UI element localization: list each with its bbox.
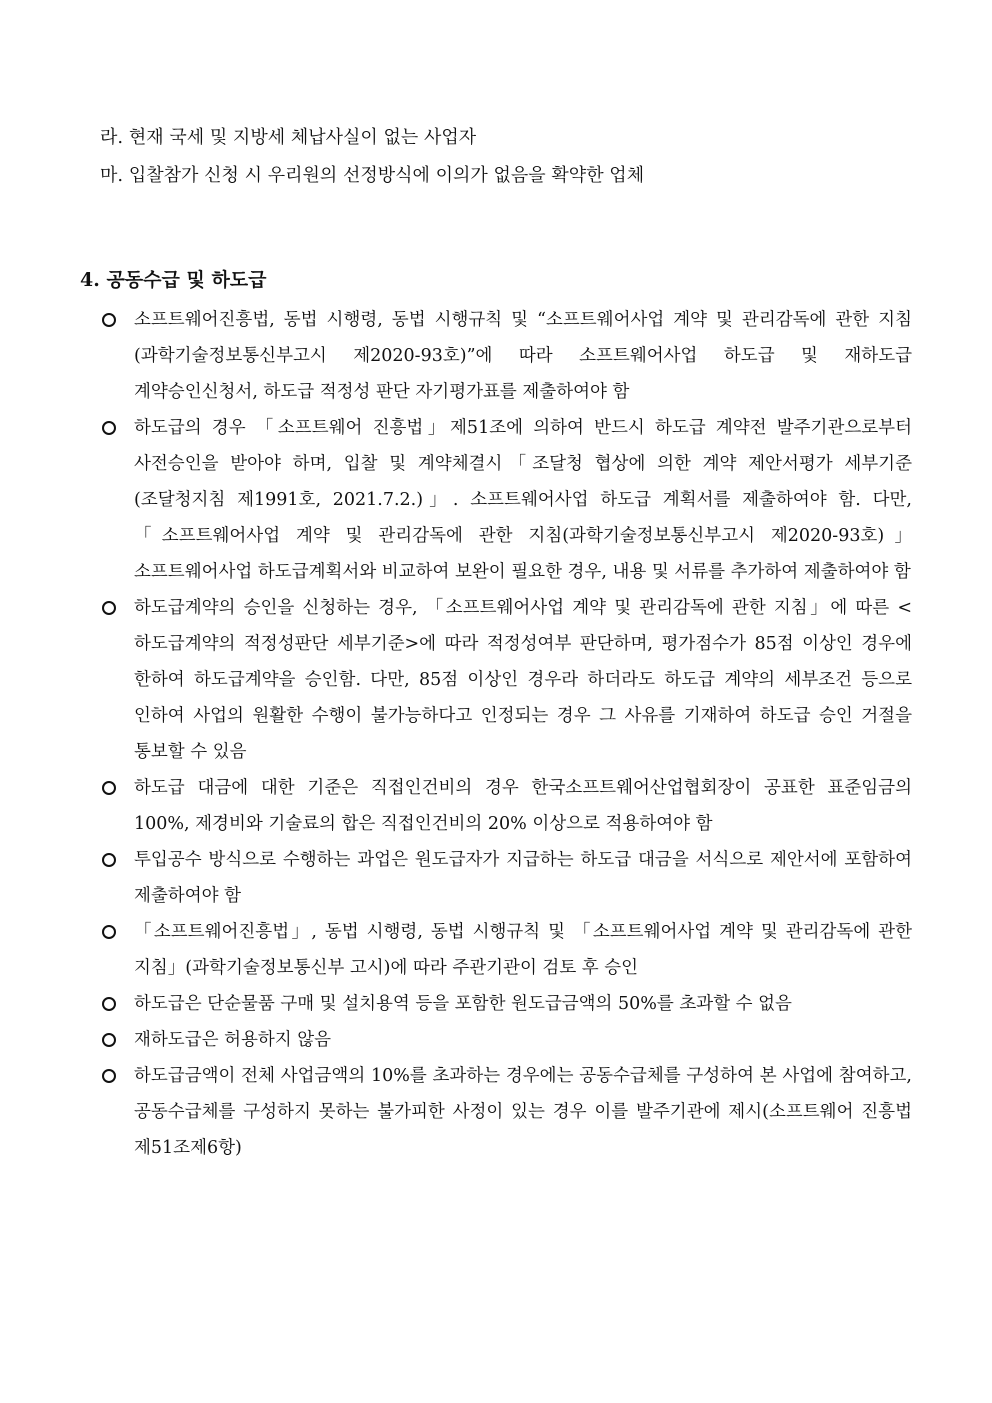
hollow-circle-bullet-icon — [102, 421, 116, 435]
list-item-text: 소프트웨어진흥법, 동법 시행령, 동법 시행규칙 및 “소프트웨어사업 계약 및 관리감독에 관한 지침(과학기술정보통신부고시 제2020-93호)”에 따라 소프트웨어사업 하도급 및 재하도급 계약승인신청서, 하도급 적정성 판단 자기평가표를 제출하여야 함 — [134, 310, 912, 402]
list-item — [100, 1058, 912, 1166]
list-item-text: 하도급금액이 전체 사업금액의 10%를 초과하는 경우에는 공동수급체를 구성하여 본 사업에 참여하고, 공동수급체를 구성하지 못하는 불가피한 사정이 있는 경우 이를 발주기관에 제시(소프트웨어 진흥법 제51조제6항) — [134, 1066, 912, 1158]
hollow-circle-bullet-icon — [102, 1033, 116, 1047]
hollow-circle-bullet-icon — [102, 997, 116, 1011]
list-item — [100, 302, 912, 410]
hollow-circle-bullet-icon — [102, 601, 116, 615]
list-item — [100, 842, 912, 914]
list-item-text: 「소프트웨어진흥법」, 동법 시행령, 동법 시행규칙 및 「소프트웨어사업 계약 및 관리감독에 관한 지침」(과학기술정보통신부 고시)에 따라 주관기관이 검토 후 승인 — [134, 922, 912, 978]
list-item-text: 투입공수 방식으로 수행하는 과업은 원도급자가 지급하는 하도급 대금을 서식으로 제안서에 포함하여 제출하여야 함 — [134, 850, 912, 906]
list-item-text: 하도급 대금에 대한 기준은 직접인건비의 경우 한국소프트웨어산업협회장이 공표한 표준임금의 100%, 제경비와 기술료의 합은 직접인건비의 20% 이상으로 적용하여야 함 — [134, 778, 912, 834]
hollow-circle-bullet-icon — [102, 853, 116, 867]
item-ra: 라. 현재 국세 및 지방세 체납사실이 없는 사업자 — [100, 127, 477, 148]
list-item — [100, 914, 912, 986]
list-item — [100, 986, 912, 1022]
list-item — [100, 1022, 912, 1058]
item-ma: 마. 입찰참가 신청 시 우리원의 선정방식에 이의가 없음을 확약한 업체 — [100, 165, 645, 186]
hollow-circle-bullet-icon — [102, 781, 116, 795]
section-title: 4. 공동수급 및 하도급 — [80, 269, 267, 291]
list-item-text: 하도급의 경우 「소프트웨어 진흥법」제51조에 의하여 반드시 하도급 계약전 발주기관으로부터 사전승인을 받아야 하며, 입찰 및 계약체결시「조달청 협상에 의한 계약 제안서평가 세부기준(조달청지침 제1991호, 2021.7.2.)」. 소프트웨어사업 하도급 계획서를 제출하여야 함. 다만,「소프트웨어사업 계약 및 관리감독에 관한 지침(과학기술정보통신부고시 제2020-93호)」 소프트웨어사업 하도급계획서와 비교하여 보완이 필요한 경우, 내용 및 서류를 추가하여 제출하여야 함 — [134, 418, 912, 582]
list-item — [100, 590, 912, 770]
list-item-text: 하도급은 단순물품 구매 및 설치용역 등을 포함한 원도급금액의 50%를 초과할 수 없음 — [134, 994, 792, 1014]
list-item-text: 재하도급은 허용하지 않음 — [134, 1030, 332, 1050]
list-item-text: 하도급계약의 승인을 신청하는 경우, 「소프트웨어사업 계약 및 관리감독에 관한 지침」에 따른 <하도급계약의 적정성판단 세부기준>에 따라 적정성여부 판단하며, 평가점수가 85점 이상인 경우에 한하여 하도급계약을 승인함. 다만, 85점 이상인 경우라 하더라도 하도급 계약의 세부조건 등으로 인하여 사업의 원활한 수행이 불가능하다고 인정되는 경우 그 사유를 기재하여 하도급 승인 거절을 통보할 수 있음 — [134, 598, 912, 762]
hollow-circle-bullet-icon — [102, 313, 116, 327]
hollow-circle-bullet-icon — [102, 1069, 116, 1083]
bullet-list — [100, 302, 912, 1166]
list-item — [100, 770, 912, 842]
list-item — [100, 410, 912, 590]
hollow-circle-bullet-icon — [102, 925, 116, 939]
